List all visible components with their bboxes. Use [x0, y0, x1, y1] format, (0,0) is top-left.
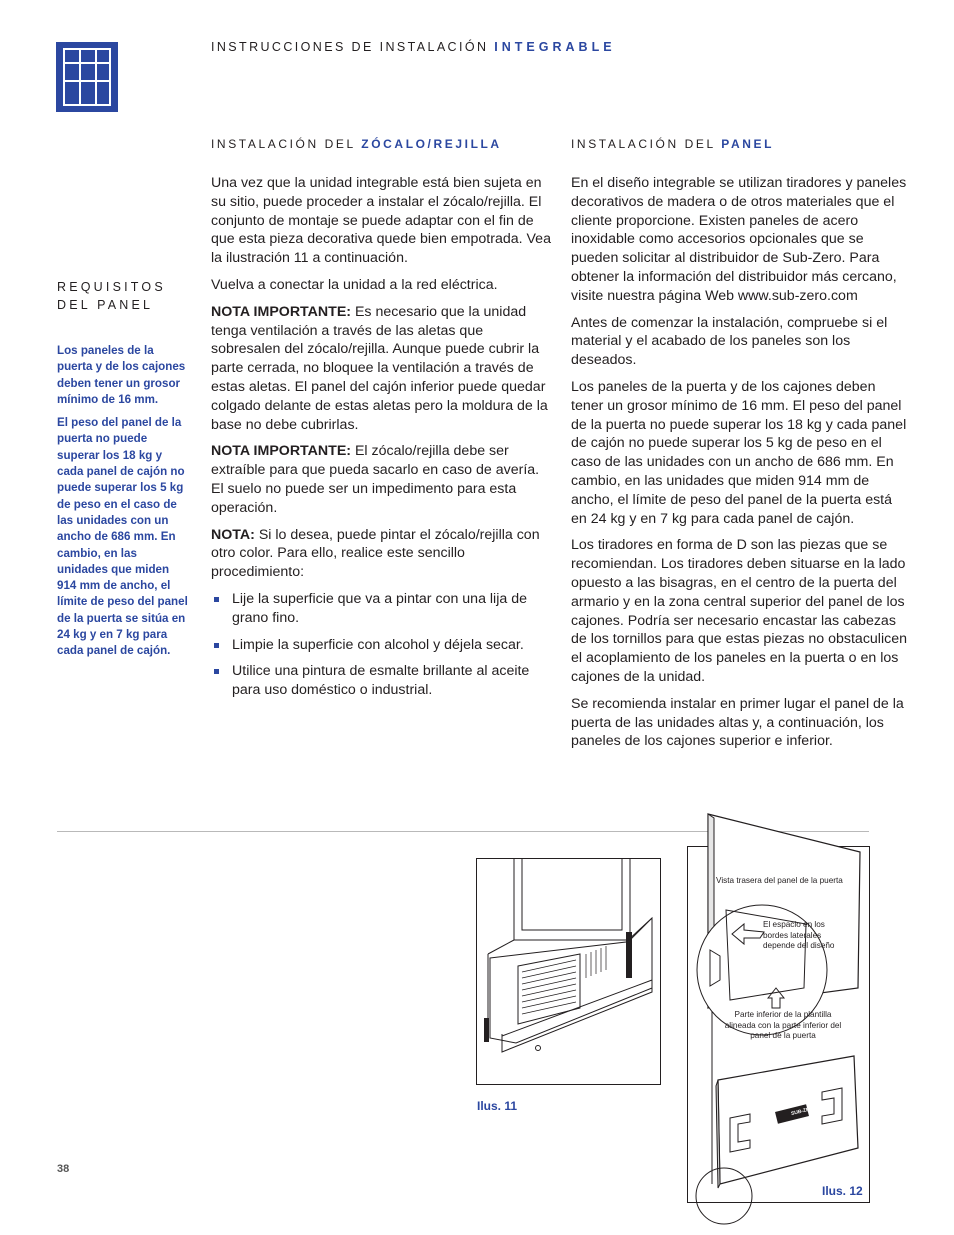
header-accent: INTEGRABLE [494, 40, 616, 54]
figure-11-drawing [476, 858, 662, 1086]
panel-paragraph: Los tiradores en forma de D son las piezas que se recomiendan. Los tiradores deben situarse en la lado opuesto a las bisagras, en el centro de la puerta del armario y en la zona central superior del panel de los cajones. Podría ser necesario encastar las cabezas de los tornillos para que estas piezas no obstaculicen el acoplamiento de los paneles en la puerta o en los cajones de la unidad. [571, 537, 907, 685]
page-number: 38 [57, 1163, 70, 1175]
figure-12-label-gap: El espacio en los bordes laterales depende del diseño [763, 920, 835, 951]
zocalo-column [211, 174, 551, 708]
zocalo-heading [211, 137, 502, 151]
note-text: Es necesario que la unidad tenga ventilación a través de las aletas que sobresalen del zócalo/rejilla. Aunque puede cubrir la parte cerrada, no bloquee la ventilación a través de estas aletas. El panel del cajón inferior puede quedar colgado delante de estas aletas pero la moldura de la base no debe cubrirlas. [211, 303, 548, 433]
list-item [211, 590, 551, 628]
zocalo-note [211, 526, 551, 582]
note-label: NOTA IMPORTANTE: [211, 303, 352, 320]
note-label: NOTA IMPORTANTE: [211, 443, 352, 460]
bullet-icon [214, 669, 219, 674]
list-item [211, 662, 551, 700]
list-item-text: Utilice una pintura de esmalte brillante al aceite para uso doméstico o industrial. [232, 663, 530, 699]
panel-paragraph: Antes de comenzar la instalación, compruebe si el material y el acabado de los paneles son los deseados. [571, 314, 888, 369]
sidebar-note: El peso del panel de la puerta no puede superar los 18 kg y cada panel de cajón no puede superar los 5 kg de peso en el caso de las unidades con un ancho de 686 mm. En cambio, en las unidades que miden 914 mm de ancho, el límite de peso del panel de la puerta se sitúa en 24 kg y en 7 kg para cada panel de cajón. [57, 416, 188, 658]
page-header [211, 40, 616, 54]
header-prefix: INSTRUCCIONES DE INSTALACIÓN [211, 40, 489, 54]
figure-12-label-bottom: Parte inferior de la plantilla alineada con la parte inferior del panel de la puerta [724, 1010, 842, 1041]
brand-logo [56, 42, 118, 112]
panel-heading-prefix: INSTALACIÓN DEL [571, 137, 716, 151]
bullet-icon [214, 643, 219, 648]
figure-11-caption: Ilus. 11 [477, 1099, 518, 1113]
list-item-text: Lije la superficie que va a pintar con una lija de grano fino. [232, 590, 527, 626]
note-label: NOTA: [211, 526, 255, 543]
sidebar-notes [57, 343, 189, 667]
figure-12-label-back: Vista trasera del panel de la puerta [716, 876, 843, 885]
panel-paragraph: Se recomienda instalar en primer lugar el panel de la puerta de las unidades altas y, a continuación, los paneles de los cajones superior e inferior. [571, 695, 904, 750]
sidebar-note: Los paneles de la puerta y de los cajones deben tener un grosor mínimo de 16 mm. [57, 344, 186, 406]
zocalo-heading-accent: ZÓCALO/REJILLA [361, 137, 502, 151]
sub-zero-badge: SUB-ZERO [790, 1104, 818, 1118]
paint-steps-list [211, 590, 551, 700]
sidebar-heading-line2: DEL PANEL [57, 298, 154, 312]
note-text: El zócalo/rejilla debe ser extraíble para que pueda sacarlo en caso de avería. El suelo no puede ser un impedimento para esta operación. [211, 443, 540, 516]
figure-12-caption: Ilus. 12 [822, 1184, 863, 1198]
zocalo-paragraph: Una vez que la unidad integrable está bien sujeta en su sitio, puede proceder a instalar el zócalo/rejilla. El conjunto de montaje se puede adaptar con el fin de que esta pieza decorativa quede bien empotrada. Vea la ilustración 11 a continuación. [211, 175, 551, 267]
list-item [211, 636, 551, 655]
panel-paragraph: Los paneles de la puerta y de los cajones deben tener un grosor mínimo de 16 mm. El peso del panel de la puerta no puede superar los 18 kg y cada panel de cajón no puede superar los 5 kg de peso en el caso de las unidades con un ancho de 686 mm. En cambio, en las unidades que miden 914 mm de ancho, el límite de peso del panel de la puerta está en 24 kg y en 7 kg para cada panel de cajón. [571, 378, 907, 527]
note-text: Si lo desea, puede pintar el zócalo/rejilla con otro color. Para ello, realice este sencillo procedimiento: [211, 526, 540, 581]
panel-column [571, 174, 911, 759]
panel-heading [571, 137, 774, 151]
sidebar-heading [57, 278, 166, 314]
panel-paragraph: En el diseño integrable se utilizan tiradores y paneles decorativos de madera o de otros materiales que el cliente proporcione. Existen paneles de acero inoxidable como accesorios opcionales que se pueden solicitar al distribuidor de Sub-Zero. Para obtener la información del distribuidor más cercano, visite nuestra página Web www.sub-zero.com [571, 175, 907, 304]
panel-heading-accent: PANEL [721, 137, 775, 151]
zocalo-note [211, 303, 551, 435]
list-item-text: Limpie la superficie con alcohol y déjela secar. [232, 636, 524, 653]
zocalo-heading-prefix: INSTALACIÓN DEL [211, 137, 356, 151]
bullet-icon [214, 597, 219, 602]
zocalo-note [211, 442, 551, 517]
zocalo-paragraph: Vuelva a conectar la unidad a la red eléctrica. [211, 276, 498, 293]
sidebar-heading-line1: REQUISITOS [57, 280, 166, 294]
